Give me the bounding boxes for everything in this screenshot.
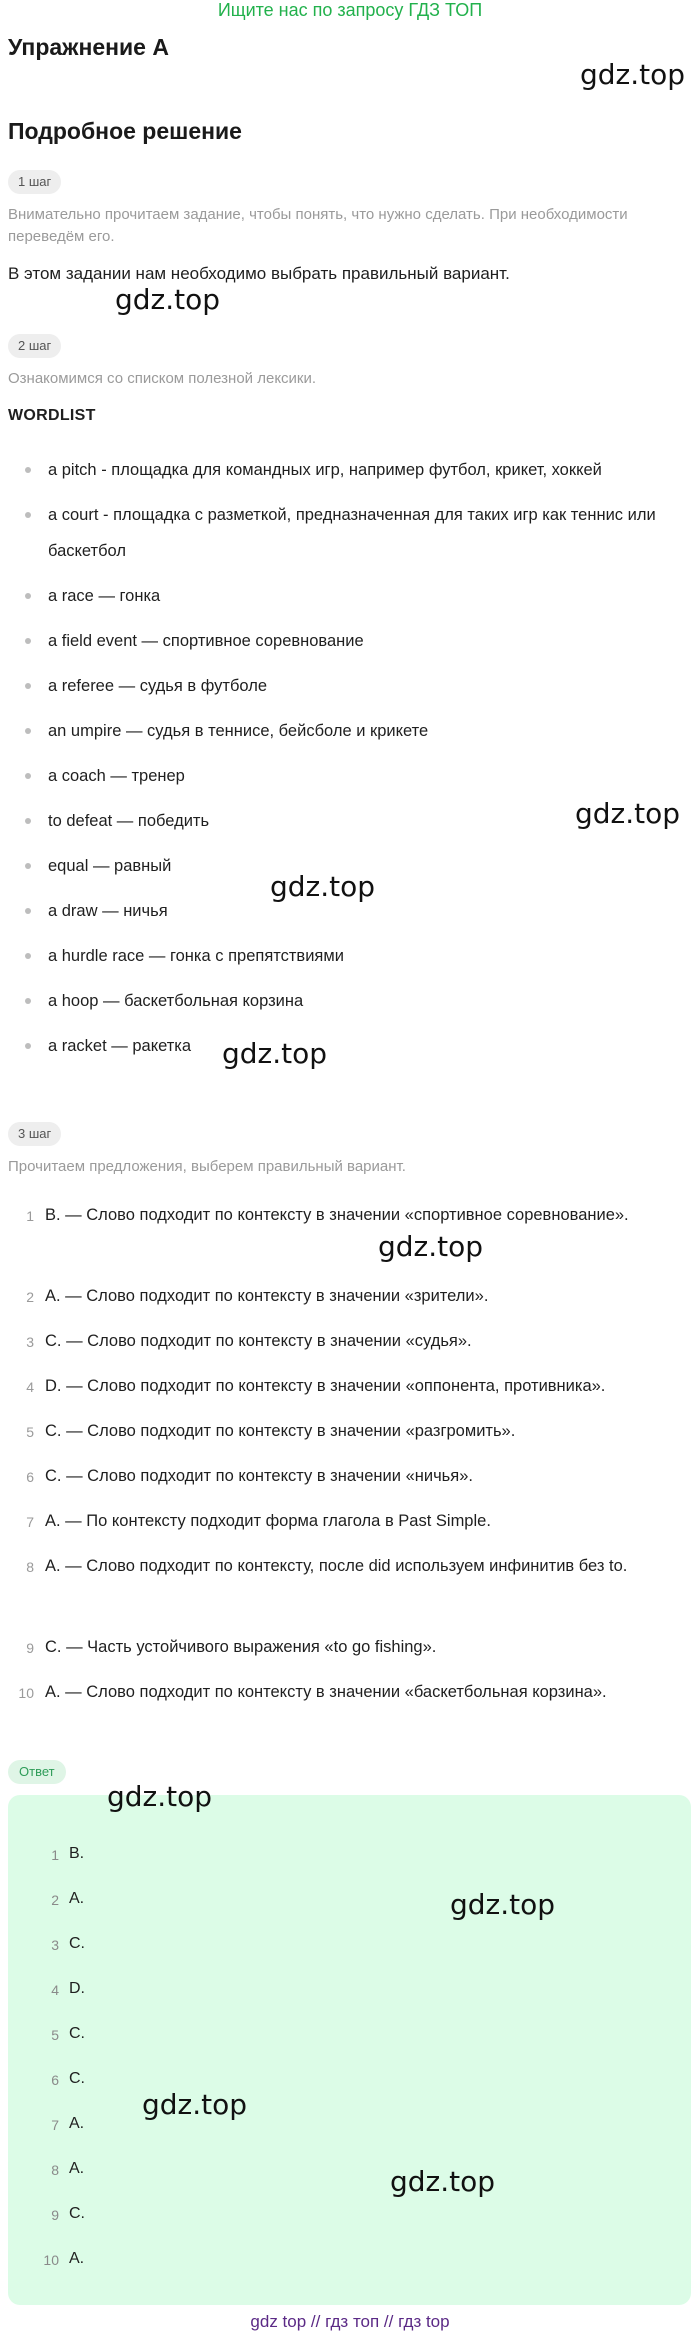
watermark: gdz.top bbox=[107, 1780, 213, 1813]
list-number: 5 bbox=[26, 1424, 34, 1440]
watermark: gdz.top bbox=[142, 2088, 248, 2121]
answer-number: 6 bbox=[51, 2072, 59, 2088]
wordlist-item: a draw — ничья bbox=[48, 902, 168, 920]
bullet bbox=[25, 467, 31, 473]
step-badge-3: 3 шаг bbox=[8, 1122, 61, 1146]
footer-links[interactable]: gdz top // гдз топ // гдз top bbox=[250, 2312, 450, 2331]
answer-box bbox=[8, 1795, 691, 2305]
answer-number: 7 bbox=[51, 2117, 59, 2133]
bullet bbox=[25, 953, 31, 959]
wordlist-item: a hoop — баскетбольная корзина bbox=[48, 992, 304, 1010]
answer-value: C. bbox=[69, 2070, 85, 2087]
bullet bbox=[25, 863, 31, 869]
list-number: 1 bbox=[26, 1208, 34, 1224]
watermark: gdz.top bbox=[575, 797, 681, 830]
list-number: 4 bbox=[26, 1379, 34, 1395]
step-1-note: Внимательно прочитаем задание, чтобы понять, что нужно сделать. При необходимости переведём его. bbox=[8, 206, 628, 245]
answer-number: 10 bbox=[43, 2252, 59, 2268]
wordlist-item: a pitch - площадка для командных игр, например футбол, крикет, хоккей bbox=[48, 461, 602, 479]
bullet bbox=[25, 512, 31, 518]
list-item: D. — Слово подходит по контексту в значении «оппонента, противника». bbox=[45, 1377, 606, 1395]
answer-value: A. bbox=[69, 2250, 85, 2267]
watermark: gdz.top bbox=[115, 283, 221, 316]
watermark: gdz.top bbox=[270, 870, 376, 903]
answer-number: 9 bbox=[51, 2207, 59, 2223]
search-banner[interactable]: Ищите нас по запросу ГДЗ ТОП bbox=[217, 0, 483, 20]
wordlist-item: a hurdle race — гонка с препятствиями bbox=[48, 947, 344, 965]
wordlist-item: a field event — спортивное соревнование bbox=[48, 632, 364, 650]
watermark: gdz.top bbox=[378, 1230, 484, 1263]
bullet bbox=[25, 593, 31, 599]
wordlist-item: equal — равный bbox=[48, 857, 172, 875]
bullet bbox=[25, 638, 31, 644]
wordlist-item: a referee — судья в футболе bbox=[48, 677, 268, 695]
bullet bbox=[25, 683, 31, 689]
answer-number: 4 bbox=[51, 1982, 59, 1998]
list-item: C. — Слово подходит по контексту в значении «ничья». bbox=[45, 1467, 473, 1485]
list-item: C. — Слово подходит по контексту в значении «разгромить». bbox=[45, 1422, 516, 1440]
watermark: gdz.top bbox=[580, 58, 686, 91]
step-badge-2: 2 шаг bbox=[8, 334, 61, 358]
answer-value: A. bbox=[69, 1890, 85, 1907]
answer-number: 2 bbox=[51, 1892, 59, 1908]
answer-value: A. bbox=[69, 2115, 85, 2132]
list-item: C. — Часть устойчивого выражения «to go fishing». bbox=[45, 1638, 437, 1656]
answer-value: A. bbox=[69, 2160, 85, 2177]
list-number: 6 bbox=[26, 1469, 34, 1485]
wordlist-item: a court - площадка с разметкой, предназначенная для таких игр как теннис или баскетбол bbox=[48, 506, 656, 560]
bullet bbox=[25, 773, 31, 779]
step-badge-1: 1 шаг bbox=[8, 170, 61, 194]
list-number: 8 bbox=[26, 1559, 34, 1575]
wordlist-item: a racket — ракетка bbox=[48, 1037, 192, 1055]
answer-number: 1 bbox=[51, 1847, 59, 1863]
answer-value: C. bbox=[69, 1935, 85, 1952]
list-item: A. — Слово подходит по контексту, после did используем инфинитив без to. bbox=[45, 1557, 628, 1575]
watermark: gdz.top bbox=[450, 1888, 556, 1921]
answer-value: C. bbox=[69, 2025, 85, 2042]
step-2-note: Ознакомимся со списком полезной лексики. bbox=[8, 370, 317, 387]
list-number: 3 bbox=[26, 1334, 34, 1350]
wordlist-title: WORDLIST bbox=[8, 407, 96, 424]
list-item: A. — По контексту подходит форма глагола в Past Simple. bbox=[45, 1512, 491, 1530]
page-title: Упражнение A bbox=[8, 34, 169, 60]
answer-number: 8 bbox=[51, 2162, 59, 2178]
wordlist-item: a race — гонка bbox=[48, 587, 161, 605]
bullet bbox=[25, 1043, 31, 1049]
bullet bbox=[25, 908, 31, 914]
step-3-note: Прочитаем предложения, выберем правильный вариант. bbox=[8, 1158, 406, 1175]
answer-value: B. bbox=[69, 1845, 85, 1862]
list-item: A. — Слово подходит по контексту в значении «баскетбольная корзина». bbox=[45, 1683, 607, 1701]
bullet bbox=[25, 818, 31, 824]
step-1-text: В этом задании нам необходимо выбрать правильный вариант. bbox=[8, 264, 510, 283]
list-item: B. — Слово подходит по контексту в значении «спортивное соревнование». bbox=[45, 1206, 629, 1224]
answer-value: C. bbox=[69, 2205, 85, 2222]
list-number: 2 bbox=[26, 1289, 34, 1305]
list-number: 10 bbox=[18, 1685, 34, 1701]
answer-number: 3 bbox=[51, 1937, 59, 1953]
wordlist-item: an umpire — судья в теннисе, бейсболе и крикете bbox=[48, 722, 429, 740]
list-number: 7 bbox=[26, 1514, 34, 1530]
wordlist-item: to defeat — победить bbox=[48, 812, 210, 830]
bullet bbox=[25, 728, 31, 734]
section-title: Подробное решение bbox=[8, 118, 242, 144]
list-item: C. — Слово подходит по контексту в значении «судья». bbox=[45, 1332, 472, 1350]
bullet bbox=[25, 998, 31, 1004]
answer-badge: Ответ bbox=[8, 1760, 66, 1784]
list-number: 9 bbox=[26, 1640, 34, 1656]
list-item: A. — Слово подходит по контексту в значении «зрители». bbox=[45, 1287, 489, 1305]
watermark: gdz.top bbox=[390, 2165, 496, 2198]
answer-number: 5 bbox=[51, 2027, 59, 2043]
wordlist-item: a coach — тренер bbox=[48, 767, 185, 785]
watermark: gdz.top bbox=[222, 1037, 328, 1070]
answer-value: D. bbox=[69, 1980, 85, 1997]
